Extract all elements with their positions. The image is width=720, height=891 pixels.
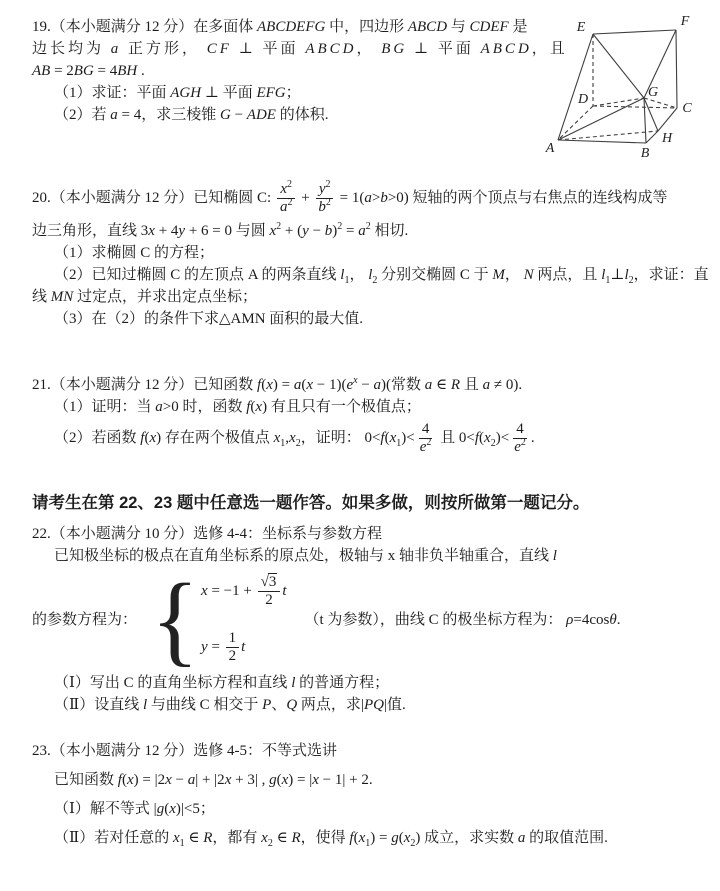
- q22-eq-y: y = $\frac{1}{2}$ t: [201, 629, 246, 664]
- q23-part2: （Ⅱ）若对任意的 $x_1$ ∈ R，都有 $x_2$ ∈ R，使得 $f(x_1) = g(x_2)$ 成立，求实数 a 的取值范围.: [54, 830, 608, 849]
- svg-text:E: E: [576, 20, 586, 35]
- q21-part2: （2）若函数 f(x) 存在两个极值点 $x_1,x_2$，证明： $0<f(x_1)<$ $\frac{4}{e^2}$ 且 $0<f(x_2)<$ $\frac{4}{e^2}$ .: [54, 420, 535, 455]
- geometry-diagram: [545, 10, 717, 162]
- polyhedron-figure: [545, 10, 717, 162]
- svg-text:B: B: [640, 146, 650, 161]
- selection-notice: 请考生在第 22、23 题中任意选一题作答。如果多做，则按所做第一题记分。: [32, 494, 590, 512]
- q22-part2: （Ⅱ）设直线 l 与曲线 C 相交于 P、Q 两点，求|PQ|值.: [54, 697, 406, 713]
- svg-text:F: F: [680, 14, 690, 29]
- q22-eq-x: x = −1 + $\frac{√3}{2}$ t: [201, 574, 287, 609]
- svg-text:G: G: [647, 85, 659, 100]
- q19-line1: 19.（本小题满分 12 分）在多面体 ABCDEFG 中，四边形 ABCD 与 CDEF 是: [32, 19, 528, 35]
- svg-text:D: D: [577, 92, 589, 107]
- q20-part2: （2）已知过椭圆 C 的左顶点 A 的两条直线 $l_1$， $l_2$ 分别交椭圆 C 于 M， N 两点，且 $l_1\perp l_2$，求证：直: [54, 266, 709, 286]
- q19-part2: （2）若 a = 4，求三棱锥 G − ADE 的体积.: [54, 107, 329, 123]
- q20-line2: 边三角形，直线 3x + 4y + 6 = 0 与圆 $x^2 + (y - b)^2 = a^2$ 相切.: [32, 220, 409, 239]
- q23-line2: 已知函数 f(x) = |2x − a| + |2x + 3| , g(x) = |x − 1| + 2.: [54, 772, 373, 788]
- question-19: [32, 16, 568, 126]
- question-21: [32, 374, 700, 458]
- q19-part1: （1）求证：平面 AGH ⊥ 平面 EFG；: [54, 85, 301, 101]
- q20-line1: 20.（本小题满分 12 分）已知椭圆 C: $\frac{x^2}{a^2}$ + $\frac{y^2}{b^2}$ = 1(a>b>0) 短轴的两个顶点与右焦点的连线构成等: [32, 179, 668, 216]
- svg-text:C: C: [682, 101, 692, 116]
- q23-part1: （Ⅰ）解不等式 |g(x)|<5；: [54, 801, 215, 817]
- q19-line2: 边长均为 a 正方形， CF ⊥ 平面 ABCD， BG ⊥ 平面 ABCD，且: [32, 41, 568, 57]
- q23-line1: 23.（本小题满分 12 分）选修 4-5：不等式选讲: [32, 743, 337, 759]
- q22-param-prefix: 的参数方程为：: [32, 611, 138, 628]
- question-22: [32, 523, 700, 716]
- left-brace: {: [151, 562, 200, 676]
- q22-parametric-system: [32, 562, 700, 676]
- q22-param-suffix: （t 为参数），曲线 C 的极坐标方程为： ρ=4cosθ.: [304, 611, 621, 628]
- q20-part3: （3）在（2）的条件下求△AMN 面积的最大值.: [54, 310, 364, 327]
- q22-line1: 22.（本小题满分 10 分）选修 4-4：坐标系与参数方程: [32, 526, 382, 542]
- q20-part1: （1）求椭圆 C 的方程；: [54, 244, 215, 261]
- question-23: [32, 740, 700, 849]
- svg-text:A: A: [545, 141, 555, 156]
- q22-line2: 已知极坐标的极点在直角坐标系的原点处，极轴与 x 轴非负半轴重合，直线 l: [54, 548, 557, 564]
- q22-part1: （Ⅰ）写出 C 的直角坐标方程和直线 l 的普通方程；: [54, 675, 390, 691]
- q21-line1: 21.（本小题满分 12 分）已知函数 $f(x) = a(x - 1)(e^x - a)$(常数 a ∈ R 且 a ≠ 0).: [32, 374, 523, 393]
- q21-part1: （1）证明：当 a>0 时，函数 f(x) 有且只有一个极值点；: [54, 398, 421, 415]
- q19-line3: AB = 2BG = 4BH .: [32, 63, 145, 79]
- question-20: [32, 179, 709, 330]
- q20-part2-cont: 线 MN 过定点，并求出定点坐标；: [32, 288, 258, 305]
- svg-text:H: H: [661, 131, 673, 146]
- q22-equations: [201, 573, 286, 666]
